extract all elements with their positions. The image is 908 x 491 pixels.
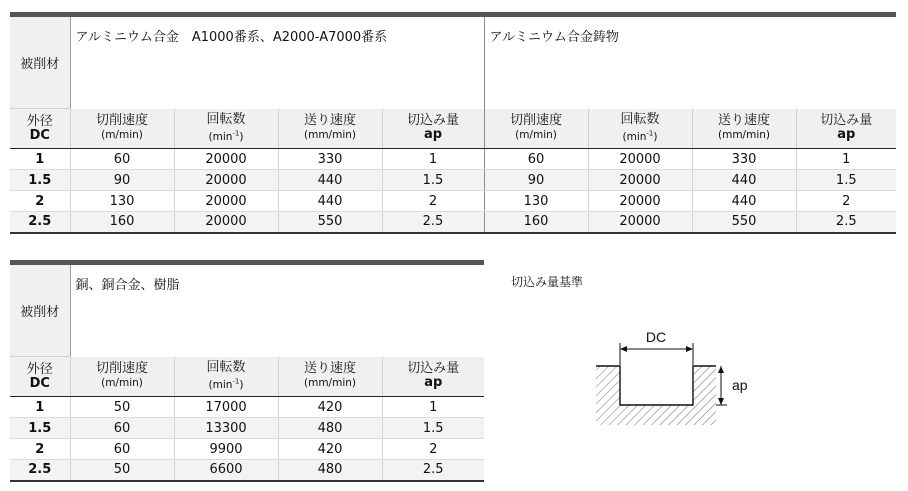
dc-dimension-label: DC [645, 329, 667, 345]
feed-rate-header: 送り速度 (mm/min) [692, 109, 796, 149]
cutting-conditions-table-copper [10, 260, 484, 482]
cell-value: 130 [484, 191, 588, 212]
cell-value: 1 [382, 397, 484, 418]
cell-value: 13300 [174, 418, 278, 439]
material-copper-resin: 銅、銅合金、樹脂 [70, 263, 484, 357]
cell-value: 20000 [174, 212, 278, 233]
feed-rate-header: 送り速度 (mm/min) [278, 109, 382, 149]
cell-value: 20000 [174, 170, 278, 191]
dc-header: 外径 DC [10, 109, 70, 149]
cell-value: 60 [70, 439, 174, 460]
table-row [10, 212, 896, 233]
cell-value: 20000 [588, 212, 692, 233]
cell-value: 20000 [588, 149, 692, 170]
cutting-speed-header: 切削速度 (m/min) [484, 109, 588, 149]
cell-value: 2.5 [382, 460, 484, 481]
depth-of-cut-diagram-title: 切込み量基準 [511, 275, 584, 289]
cell-value: 440 [692, 170, 796, 191]
cell-value: 6600 [174, 460, 278, 481]
cell-value: 550 [278, 212, 382, 233]
cell-value: 480 [278, 418, 382, 439]
cell-value: 50 [70, 460, 174, 481]
cell-value: 330 [692, 149, 796, 170]
cell-value: 1.5 [796, 170, 896, 191]
dc-value: 2.5 [10, 460, 70, 481]
dc-value: 1 [10, 397, 70, 418]
dc-value: 1 [10, 149, 70, 170]
table-row [10, 397, 484, 418]
depth-of-cut-header: 切込み量 ap [382, 109, 484, 149]
depth-of-cut-diagram [590, 325, 770, 435]
cell-value: 50 [70, 397, 174, 418]
cell-value: 2.5 [796, 212, 896, 233]
table-row [10, 170, 896, 191]
dc-header: 外径 DC [10, 357, 70, 397]
material-label: 被削材 [10, 263, 70, 357]
cell-value: 2 [796, 191, 896, 212]
feed-rate-header: 送り速度 (mm/min) [278, 357, 382, 397]
cell-value: 330 [278, 149, 382, 170]
table-row [10, 191, 896, 212]
cell-value: 90 [484, 170, 588, 191]
cell-value: 17000 [174, 397, 278, 418]
depth-of-cut-header: 切込み量 ap [382, 357, 484, 397]
cell-value: 440 [692, 191, 796, 212]
cell-value: 2 [382, 439, 484, 460]
table-row [10, 439, 484, 460]
dc-value: 2 [10, 191, 70, 212]
cutting-speed-header: 切削速度 (m/min) [70, 109, 174, 149]
cell-value: 130 [70, 191, 174, 212]
ap-dimension-label: ap [732, 377, 748, 393]
material-label: 被削材 [10, 15, 70, 109]
material-aluminum-alloy: アルミニウム合金 A1000番系、A2000-A7000番系 [70, 15, 484, 109]
cell-value: 60 [70, 418, 174, 439]
cell-value: 1 [382, 149, 484, 170]
cell-value: 440 [278, 170, 382, 191]
dc-value: 2.5 [10, 212, 70, 233]
cell-value: 420 [278, 397, 382, 418]
cell-value: 60 [70, 149, 174, 170]
depth-of-cut-header: 切込み量 ap [796, 109, 896, 149]
table-row [10, 418, 484, 439]
spindle-speed-header: 回転数 $(\min^{-1})$ [588, 109, 692, 149]
cell-value: 1.5 [382, 170, 484, 191]
cell-value: 1 [796, 149, 896, 170]
cell-value: 20000 [588, 170, 692, 191]
cutting-speed-header: 切削速度 (m/min) [70, 357, 174, 397]
material-aluminum-casting: アルミニウム合金鋳物 [484, 15, 896, 109]
table-row [10, 460, 484, 481]
cell-value: 160 [484, 212, 588, 233]
cell-value: 480 [278, 460, 382, 481]
cell-value: 20000 [174, 191, 278, 212]
spindle-speed-header: 回転数 $(\min^{-1})$ [174, 109, 278, 149]
dc-value: 1.5 [10, 170, 70, 191]
cell-value: 1.5 [382, 418, 484, 439]
spindle-speed-header: 回転数 $(\min^{-1})$ [174, 357, 278, 397]
cell-value: 2 [382, 191, 484, 212]
cell-value: 2.5 [382, 212, 484, 233]
cell-value: 90 [70, 170, 174, 191]
cell-value: 420 [278, 439, 382, 460]
dc-value: 2 [10, 439, 70, 460]
cell-value: 9900 [174, 439, 278, 460]
table-row [10, 149, 896, 170]
cell-value: 550 [692, 212, 796, 233]
cell-value: 60 [484, 149, 588, 170]
cell-value: 20000 [174, 149, 278, 170]
cell-value: 20000 [588, 191, 692, 212]
dc-value: 1.5 [10, 418, 70, 439]
cutting-conditions-table-aluminum [10, 12, 896, 234]
cell-value: 160 [70, 212, 174, 233]
cell-value: 440 [278, 191, 382, 212]
